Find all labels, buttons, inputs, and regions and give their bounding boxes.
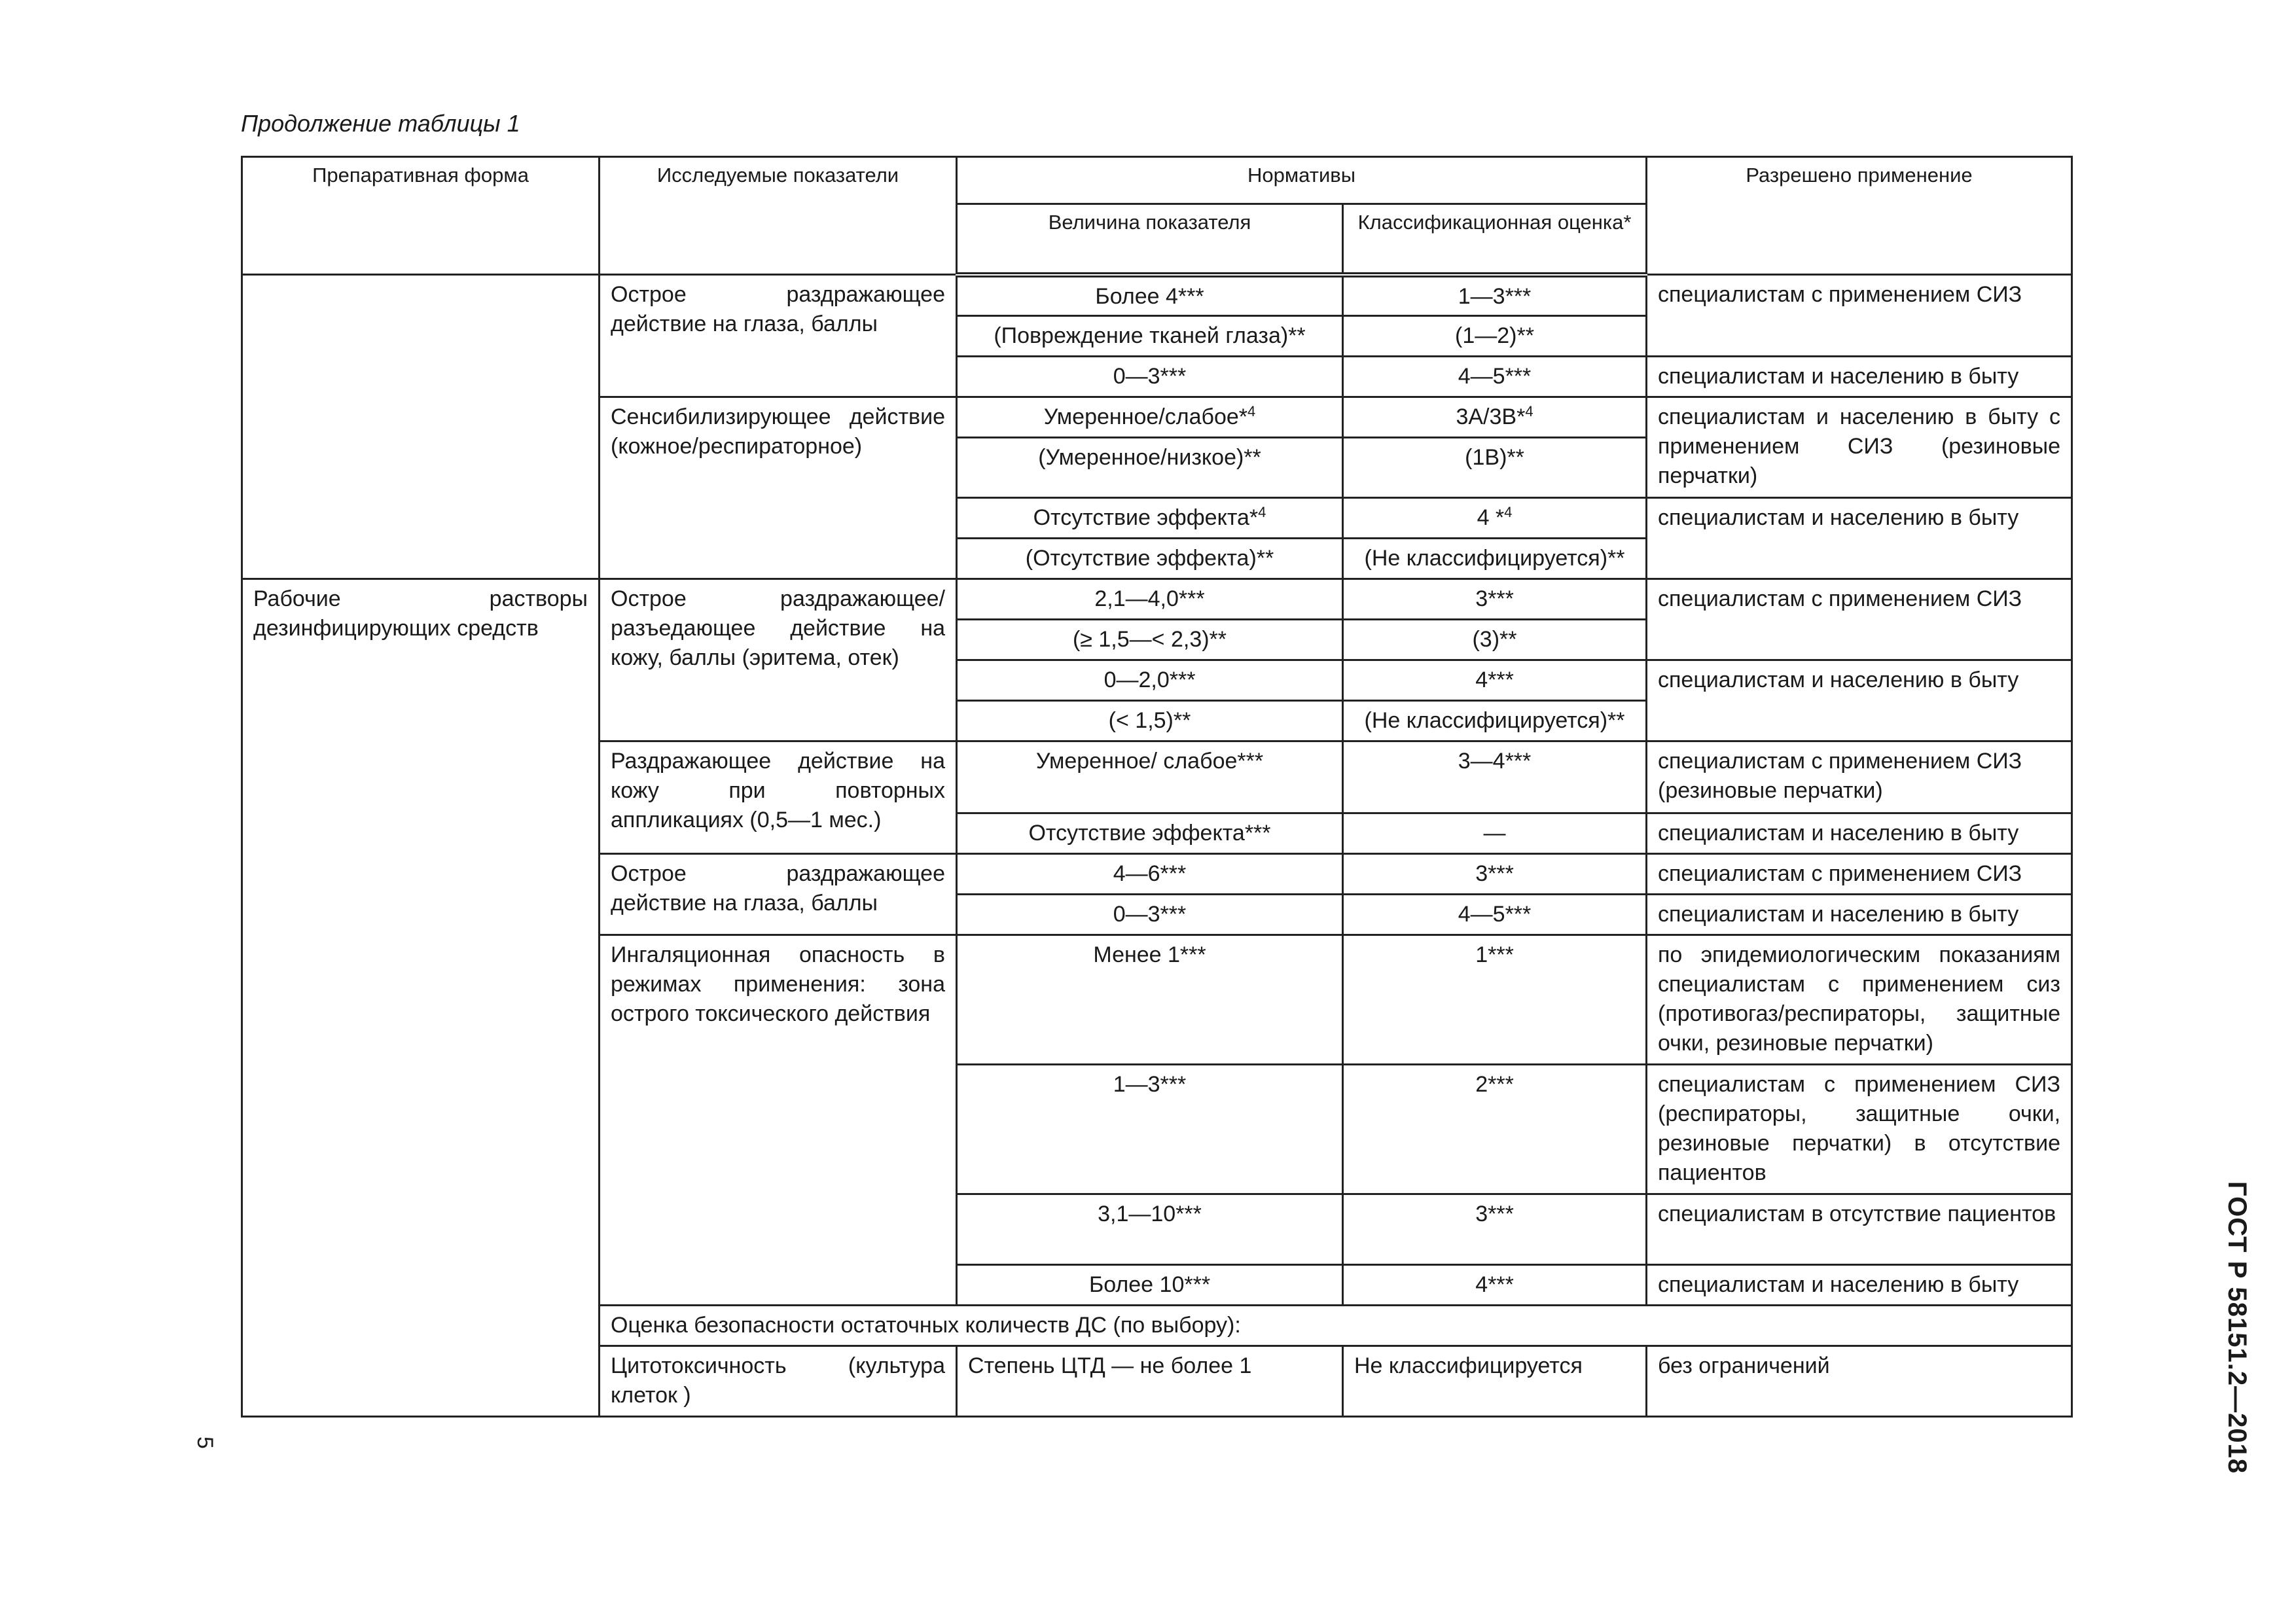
cell-value: 0—3***	[957, 356, 1343, 397]
cell-allowed: специалистам и населению в быту	[1647, 894, 2072, 935]
cell-value: (≥ 1,5—< 2,3)**	[957, 619, 1343, 660]
cell-allowed: специалистам с применением СИЗ (резиновые перчатки)	[1647, 741, 2072, 813]
cell-allowed: специалистам и населению в быту	[1647, 813, 2072, 853]
cell-value: Более 4***	[957, 275, 1343, 316]
cell-value: Отсутствие эффекта***	[957, 813, 1343, 853]
cell-value: Умеренное/слабое*$^4$	[957, 397, 1343, 437]
cell-form-continued	[242, 275, 600, 579]
header-classification: Классификационная оценка*	[1343, 204, 1647, 275]
table-row	[242, 579, 2072, 619]
cell-classification: (1—2)**	[1343, 315, 1647, 356]
cell-indicator: Острое раздражающее действие на глаза, баллы	[600, 853, 957, 935]
cell-allowed: специалистам и населению в быту с применением СИЗ (резиновые перчатки)	[1647, 397, 2072, 497]
cell-classification: 3—4***	[1343, 741, 1647, 813]
page-number: 5	[192, 1436, 217, 1449]
cell-value: 3,1—10***	[957, 1194, 1343, 1264]
table-row	[242, 275, 2072, 316]
cell-classification: 4—5***	[1343, 894, 1647, 935]
header-form: Препаративная форма	[242, 157, 600, 275]
cell-allowed: специалистам и населению в быту	[1647, 497, 2072, 579]
cell-form: Рабочие растворы дезинфицирующих средств	[242, 579, 600, 1416]
cell-classification: 3А/3В*$^4$	[1343, 397, 1647, 437]
cell-classification: 4***	[1343, 660, 1647, 700]
cell-value: 1—3***	[957, 1064, 1343, 1194]
cell-allowed: специалистам с применением СИЗ	[1647, 853, 2072, 894]
cell-residual-heading: Оценка безопасности остаточных количеств ДС (по выбору):	[600, 1305, 2072, 1346]
cell-allowed: специалистам и населению в быту	[1647, 356, 2072, 397]
cell-indicator: Цитотоксичность (культура клеток )	[600, 1346, 957, 1416]
document-code: ГОСТ Р 58151.2—2018	[2223, 1181, 2251, 1474]
cell-value: Более 10***	[957, 1264, 1343, 1305]
cell-indicator: Сенсибилизирующее действие (кожное/респираторное)	[600, 397, 957, 579]
cell-indicator: Острое раздражающее действие на глаза, баллы	[600, 275, 957, 397]
cell-value: (Повреждение тканей глаза)**	[957, 315, 1343, 356]
cell-value: 0—3***	[957, 894, 1343, 935]
header-value: Величина показателя	[957, 204, 1343, 275]
cell-allowed: специалистам и населению в быту	[1647, 660, 2072, 741]
cell-classification: 3***	[1343, 579, 1647, 619]
header-indicators: Исследуемые показатели	[600, 157, 957, 275]
cell-allowed: по эпидемиологическим показаниям специалистам с применением сиз (противогаз/респираторы, защитные очки, резиновые перчатки)	[1647, 935, 2072, 1064]
cell-value: (< 1,5)**	[957, 700, 1343, 741]
cell-allowed: специалистам с применением СИЗ (респираторы, защитные очки, резиновые перчатки) в отсутствие пациентов	[1647, 1064, 2072, 1194]
cell-classification: 3***	[1343, 1194, 1647, 1264]
cell-allowed: специалистам с применением СИЗ	[1647, 275, 2072, 357]
header-allowed: Разрешено применение	[1647, 157, 2072, 275]
cell-value: 4—6***	[957, 853, 1343, 894]
cell-classification: —	[1343, 813, 1647, 853]
cell-classification: (3)**	[1343, 619, 1647, 660]
cell-allowed: без ограничений	[1647, 1346, 2072, 1416]
cell-classification: (1В)**	[1343, 437, 1647, 497]
cell-indicator: Острое раздражающее/ разъедающее действие на кожу, баллы (эритема, отек)	[600, 579, 957, 741]
data-table	[241, 156, 2073, 1418]
cell-value: (Умеренное/низкое)**	[957, 437, 1343, 497]
cell-classification: 4***	[1343, 1264, 1647, 1305]
header-norms: Нормативы	[957, 157, 1647, 204]
cell-indicator: Раздражающее действие на кожу при повторных аппликациях (0,5—1 мес.)	[600, 741, 957, 853]
cell-classification: 4—5***	[1343, 356, 1647, 397]
cell-classification: 4 *$^4$	[1343, 497, 1647, 538]
cell-classification: Не классифицируется	[1343, 1346, 1647, 1416]
cell-classification: 1—3***	[1343, 275, 1647, 316]
cell-indicator: Ингаляционная опасность в режимах применения: зона острого токсического действия	[600, 935, 957, 1305]
cell-value: (Отсутствие эффекта)**	[957, 538, 1343, 579]
cell-value: Менее 1***	[957, 935, 1343, 1064]
cell-classification: 1***	[1343, 935, 1647, 1064]
cell-classification: 2***	[1343, 1064, 1647, 1194]
cell-value: Отсутствие эффекта*$^4$	[957, 497, 1343, 538]
cell-classification: 3***	[1343, 853, 1647, 894]
cell-allowed: специалистам с применением СИЗ	[1647, 579, 2072, 660]
cell-classification: (Не классифицируется)**	[1343, 538, 1647, 579]
cell-allowed: специалистам и населению в быту	[1647, 1264, 2072, 1305]
cell-value: 2,1—4,0***	[957, 579, 1343, 619]
cell-value: Степень ЦТД — не более 1	[957, 1346, 1343, 1416]
cell-value: Умеренное/ слабое***	[957, 741, 1343, 813]
table-caption: Продолжение таблицы 1	[241, 110, 520, 137]
cell-classification: (Не классифицируется)**	[1343, 700, 1647, 741]
cell-allowed: специалистам в отсутствие пациентов	[1647, 1194, 2072, 1264]
cell-value: 0—2,0***	[957, 660, 1343, 700]
